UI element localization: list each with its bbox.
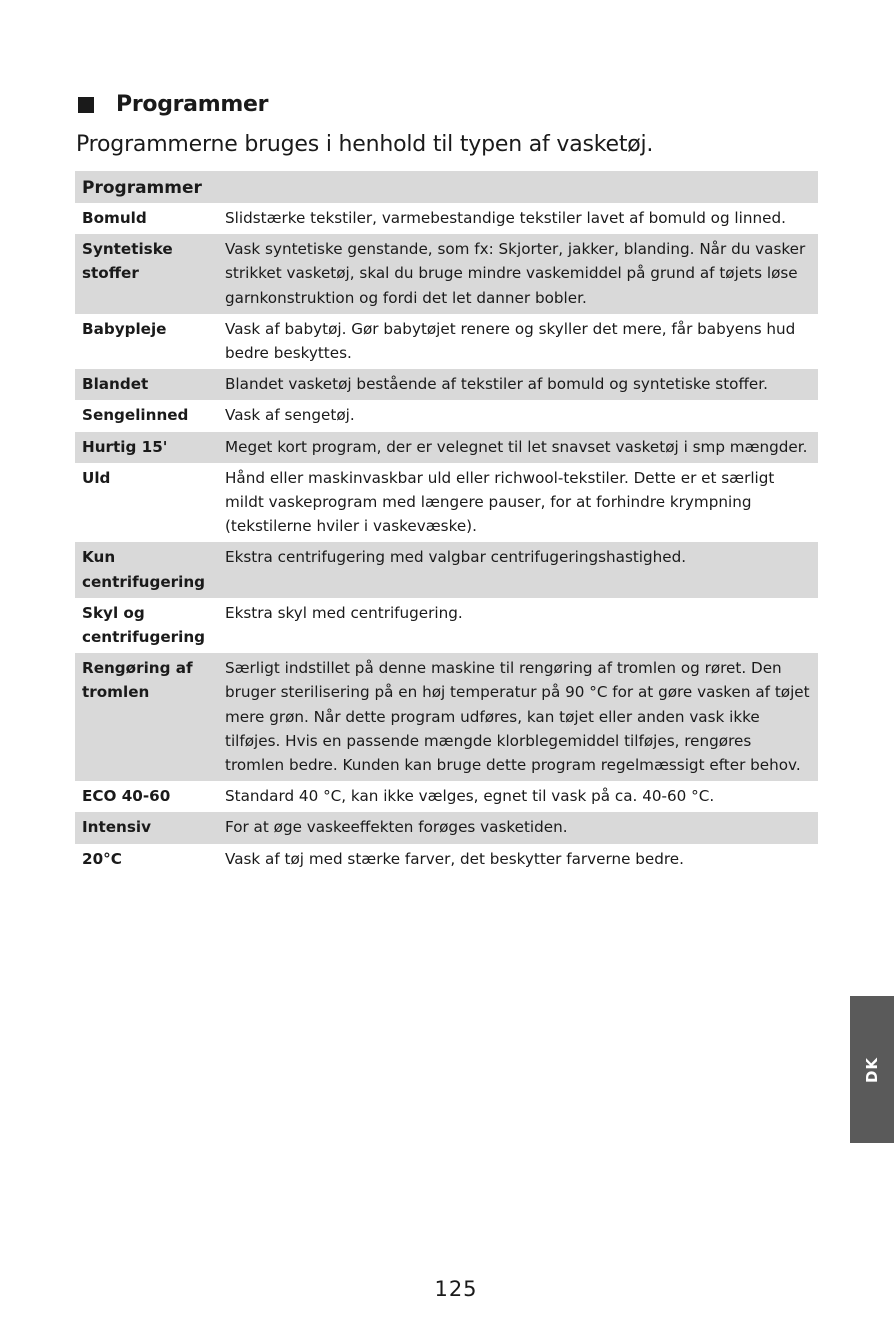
table-row bbox=[75, 812, 818, 843]
table-row bbox=[75, 653, 818, 781]
table-row bbox=[75, 598, 818, 653]
program-name: Blandet bbox=[75, 369, 219, 400]
program-description: Vask af tøj med stærke farver, det beskytter farverne bedre. bbox=[225, 849, 684, 868]
program-description: Ekstra skyl med centrifugering. bbox=[225, 603, 463, 622]
table-header: Programmer bbox=[75, 171, 818, 203]
program-description: Vask af sengetøj. bbox=[225, 406, 355, 425]
program-description: Slidstærke tekstiler, varmebestandige tekstiler lavet af bomuld og linned. bbox=[225, 209, 786, 227]
table-row bbox=[75, 432, 818, 463]
language-tab-label: DK bbox=[863, 1056, 881, 1083]
table-row bbox=[75, 844, 818, 875]
program-name: Syntetiske stoffer bbox=[75, 234, 219, 314]
program-name: Kun centrifugering bbox=[75, 542, 219, 597]
table-row bbox=[75, 542, 818, 597]
program-description: Særligt indstillet på denne maskine til rengøring af tromlen og røret. Den bruger sterilisering på en høj temperatur på 90 °C for at gøre vasken af tøjet mere grøn. Når dette program udføres, kan tøjet eller anden vask ikke tilføjes. Hvis en passende mængde klorblegemiddel tilføjes, rengøres tromlen bedre. Kunden kan bruge dette program regelmæssigt efter behov. bbox=[219, 653, 818, 781]
program-name: ECO 40-60 bbox=[82, 787, 171, 806]
program-description: For at øge vaskeeffekten forøges vasketiden. bbox=[219, 812, 818, 843]
program-name: Babypleje bbox=[82, 319, 167, 338]
program-name: Uld bbox=[82, 468, 111, 487]
program-name: Intensiv bbox=[75, 812, 219, 843]
program-name: 20°C bbox=[82, 849, 122, 868]
program-name: Sengelinned bbox=[82, 406, 189, 425]
program-name: Skyl og centrifugering bbox=[82, 603, 206, 647]
table-row bbox=[75, 369, 818, 400]
program-name: Hurtig 15' bbox=[75, 432, 219, 463]
table-row bbox=[75, 400, 818, 431]
program-description: Meget kort program, der er velegnet til let snavset vasketøj i smp mængder. bbox=[219, 432, 818, 463]
table-row bbox=[75, 314, 818, 369]
program-description: Hånd eller maskinvaskbar uld eller richwool-tekstiler. Dette er et særligt mildt vaskeprogram med længere pauser, for at forhindre krympning (tekstilerne hviler i vaskevæske). bbox=[225, 468, 775, 536]
section-heading-text: Programmer bbox=[116, 92, 269, 117]
page-number: 125 bbox=[434, 1277, 478, 1301]
program-description: Ekstra centrifugering med valgbar centrifugeringshastighed. bbox=[219, 542, 818, 597]
table-row bbox=[75, 203, 818, 234]
table-row bbox=[75, 781, 818, 812]
table-row bbox=[75, 234, 818, 314]
program-description: Vask af babytøj. Gør babytøjet renere og skyller det mere, får babyens hud bedre beskyttes. bbox=[225, 319, 796, 363]
program-description: Standard 40 °C, kan ikke vælges, egnet til vask på ca. 40-60 °C. bbox=[225, 787, 715, 806]
program-name: Rengøring af tromlen bbox=[75, 653, 219, 781]
program-description: Blandet vasketøj bestående af tekstiler af bomuld og syntetiske stoffer. bbox=[219, 369, 818, 400]
table-header-row bbox=[75, 171, 818, 203]
section-heading bbox=[78, 92, 268, 117]
table-row bbox=[75, 463, 818, 543]
intro-text: Programmerne bruges i henhold til typen af vasketøj. bbox=[76, 132, 654, 157]
programs-table bbox=[75, 171, 818, 875]
program-description: Vask syntetiske genstande, som fx: Skjorter, jakker, blanding. Når du vasker strikket vasketøj, skal du bruge mindre vaskemiddel på grund af tøjets løse garnkonstruktion og fordi det let danner bobler. bbox=[219, 234, 818, 314]
language-tab bbox=[850, 996, 894, 1143]
heading-square-icon bbox=[78, 97, 94, 113]
program-name: Bomuld bbox=[82, 209, 147, 227]
